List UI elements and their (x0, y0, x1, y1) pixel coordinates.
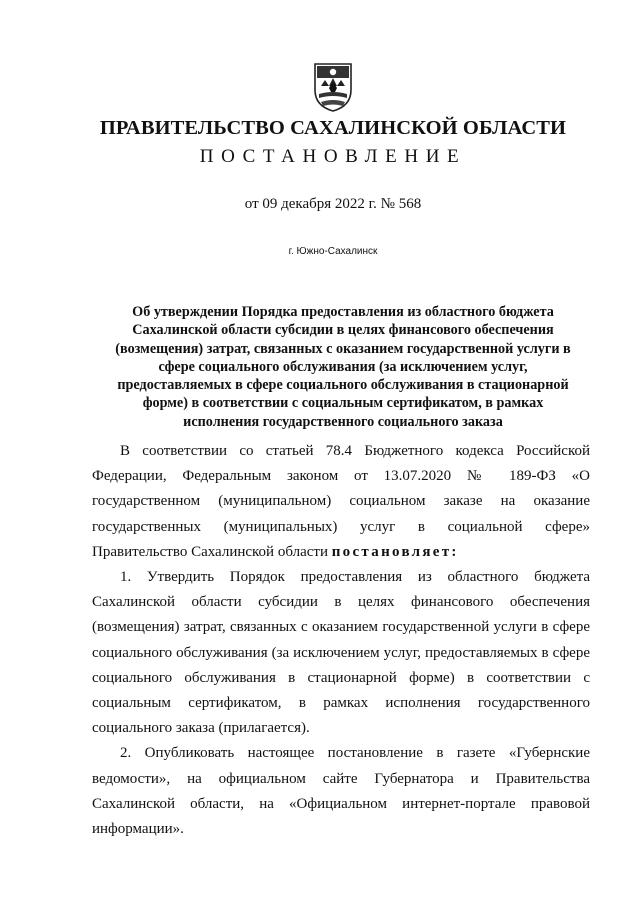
item-2-line: 2. Опубликовать настоящее постановление в газете «Губернские (120, 745, 590, 762)
preamble-closing-line (92, 540, 590, 565)
item-2-last-line: информации». (92, 821, 184, 838)
item-1-line: социального обслуживания (за исключением услуг, предоставляемых в сфере (92, 644, 590, 661)
document-body (92, 439, 590, 842)
preamble-line: государственных (муниципальных) услуг в социальной сфере» (92, 518, 590, 535)
item-1-line: социального обслуживания в стационарной форме) в соответствии с (92, 669, 590, 686)
item-1-line: Сахалинской области субсидии в целях финансового обеспечения (92, 594, 590, 611)
subject-line: Сахалинской области субсидии в целях финансового обеспечения (132, 322, 554, 339)
document-city: г. Южно-Сахалинск (288, 246, 378, 257)
subject-line: форме) в соответствии с социальным сертификатом, в рамках (142, 395, 544, 412)
item-1-line: (возмещения) затрат, связанных с оказанием государственной услуги в сфере (92, 619, 590, 636)
preamble-line: Федерации, Федеральным законом от 13.07.2020 № 189-ФЗ «О (92, 468, 590, 485)
item-2-line: Сахалинской области, на «Официальном интернет-портале правовой (92, 795, 590, 812)
document-date-number: от 09 декабря 2022 г. № 568 (244, 196, 422, 212)
decree-word: постановляет: (331, 543, 459, 560)
preamble-line: В соответствии со статьей 78.4 Бюджетного кодекса Российской (120, 443, 590, 459)
preamble-line: государственном (муниципальном) социальном заказе на оказание (92, 493, 590, 510)
government-title: ПРАВИТЕЛЬСТВО САХАЛИНСКОЙ ОБЛАСТИ (99, 117, 567, 139)
subject-line: сфере социального обслуживания (за исключением услуг, (158, 358, 528, 375)
item-2-line: ведомости», на официальном сайте Губернатора и Правительства (92, 770, 590, 787)
subject-line: (возмещения) затрат, связанных с оказанием государственной услуги в (115, 340, 571, 357)
preamble-closing-text: Правительство Сахалинской области (92, 543, 328, 560)
item-1-line: социальным сертификатом, в рамках исполнения государственного (92, 695, 590, 712)
coat-of-arms-icon (313, 60, 353, 112)
subject-line: предоставляемых в сфере социального обслуживания в стационарной (117, 377, 569, 394)
document-type: ПОСТАНОВЛЕНИЕ (199, 146, 467, 167)
item-1-last-line: социального заказа (прилагается). (92, 720, 310, 737)
document-subject (110, 303, 576, 431)
subject-line: Об утверждении Порядка предоставления из областного бюджета (132, 304, 554, 320)
subject-line: исполнения государственного социального заказа (183, 413, 503, 430)
item-1-line: 1. Утвердить Порядок предоставления из областного бюджета (120, 569, 590, 586)
